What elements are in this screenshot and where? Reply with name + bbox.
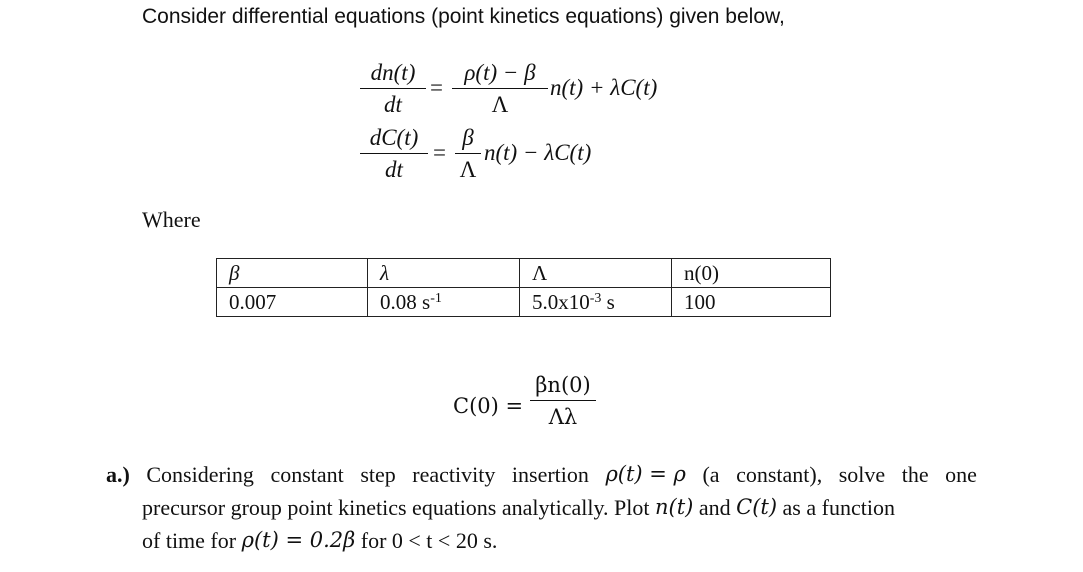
part-a-word: one <box>945 462 977 487</box>
eq1-lhs-fraction-bar <box>360 88 426 89</box>
part-a-math-n: n(t) <box>655 495 694 519</box>
part-a-line-2 <box>106 491 977 524</box>
eq1-rhs-fraction <box>452 60 548 118</box>
eq1-lhs-denominator: dt <box>384 92 402 117</box>
part-a-text: precursor group point kinetics equations analytically. Plot <box>142 495 650 520</box>
part-a-word: (a <box>702 462 720 487</box>
part-a-math-rho: ρ(t) = ρ <box>605 462 686 486</box>
value-lambda-exponent: -1 <box>430 290 442 306</box>
part-a-word: step <box>360 462 396 487</box>
eq2-rhs-fraction-bar <box>455 153 481 154</box>
value-beta: 0.007 <box>217 288 368 317</box>
eq1-lhs-numerator: dn(t) <box>370 60 416 85</box>
part-a-word: the <box>901 462 929 487</box>
table-value-row <box>217 288 831 317</box>
c0-denominator: Λλ <box>548 405 578 429</box>
eq1-rhs-numerator: ρ(t) − β <box>464 60 536 85</box>
eq2-lhs-fraction-bar <box>360 153 428 154</box>
header-n0: n(0) <box>672 259 831 288</box>
part-a-word: constant <box>270 462 344 487</box>
part-a-text: and <box>698 495 731 520</box>
part-a-text: of time for <box>142 528 237 553</box>
eq2-lhs-denominator: dt <box>385 157 403 182</box>
value-capital-lambda-exponent: -3 <box>589 290 602 306</box>
eq2-rhs-tail: n(t) − λC(t) <box>484 140 592 165</box>
eq2-rhs-denominator: Λ <box>459 157 477 182</box>
part-a-math-c: C(t) <box>736 495 778 519</box>
eq1-lhs-fraction <box>360 60 426 118</box>
header-lambda: λ <box>368 259 520 288</box>
c0-fraction-bar <box>530 400 596 401</box>
part-a-word: constant), <box>736 462 823 487</box>
eq2-equals: = <box>433 140 446 165</box>
value-capital-lambda-unit: s <box>601 289 615 314</box>
eq1-rhs-fraction-bar <box>452 88 548 89</box>
value-lambda <box>368 288 520 317</box>
value-n0: 100 <box>672 288 831 317</box>
part-a-question <box>106 458 977 557</box>
part-a-word: reactivity <box>412 462 496 487</box>
header-capital-lambda: Λ <box>520 259 672 288</box>
where-label: Where <box>142 207 201 232</box>
eq1-rhs-tail: n(t) + λC(t) <box>550 75 658 100</box>
eq1-rhs-denominator: Λ <box>491 92 509 117</box>
part-a-math-rho-value: ρ(t) = 0.2β <box>241 528 356 552</box>
part-a-word: solve <box>838 462 886 487</box>
part-a-text: for 0 < t < 20 s. <box>360 528 498 553</box>
part-a-word: Considering <box>146 462 254 487</box>
parameters-table <box>216 258 831 317</box>
part-a-line-3 <box>106 524 977 557</box>
eq2-rhs-fraction <box>455 125 481 183</box>
header-beta: β <box>217 259 368 288</box>
table-header-row <box>217 259 831 288</box>
eq1-equals: = <box>430 75 443 100</box>
value-capital-lambda-number: 5.0x10 <box>532 289 590 314</box>
c0-lhs: C(0) = <box>453 394 524 418</box>
intro-text: Consider differential equations (point kinetics equations) given below, <box>142 5 785 28</box>
c0-fraction <box>530 372 596 430</box>
part-a-label: a.) <box>106 462 130 487</box>
eq2-lhs-numerator: dC(t) <box>369 125 419 150</box>
eq2-lhs-fraction <box>360 125 428 183</box>
part-a-line-1 <box>106 458 977 491</box>
value-capital-lambda <box>520 288 672 317</box>
c0-numerator: βn(0) <box>535 373 591 397</box>
part-a-word: insertion <box>511 462 589 487</box>
value-lambda-number: 0.08 s <box>380 289 431 314</box>
part-a-text: as a function <box>782 495 895 520</box>
eq2-rhs-numerator: β <box>462 125 474 150</box>
